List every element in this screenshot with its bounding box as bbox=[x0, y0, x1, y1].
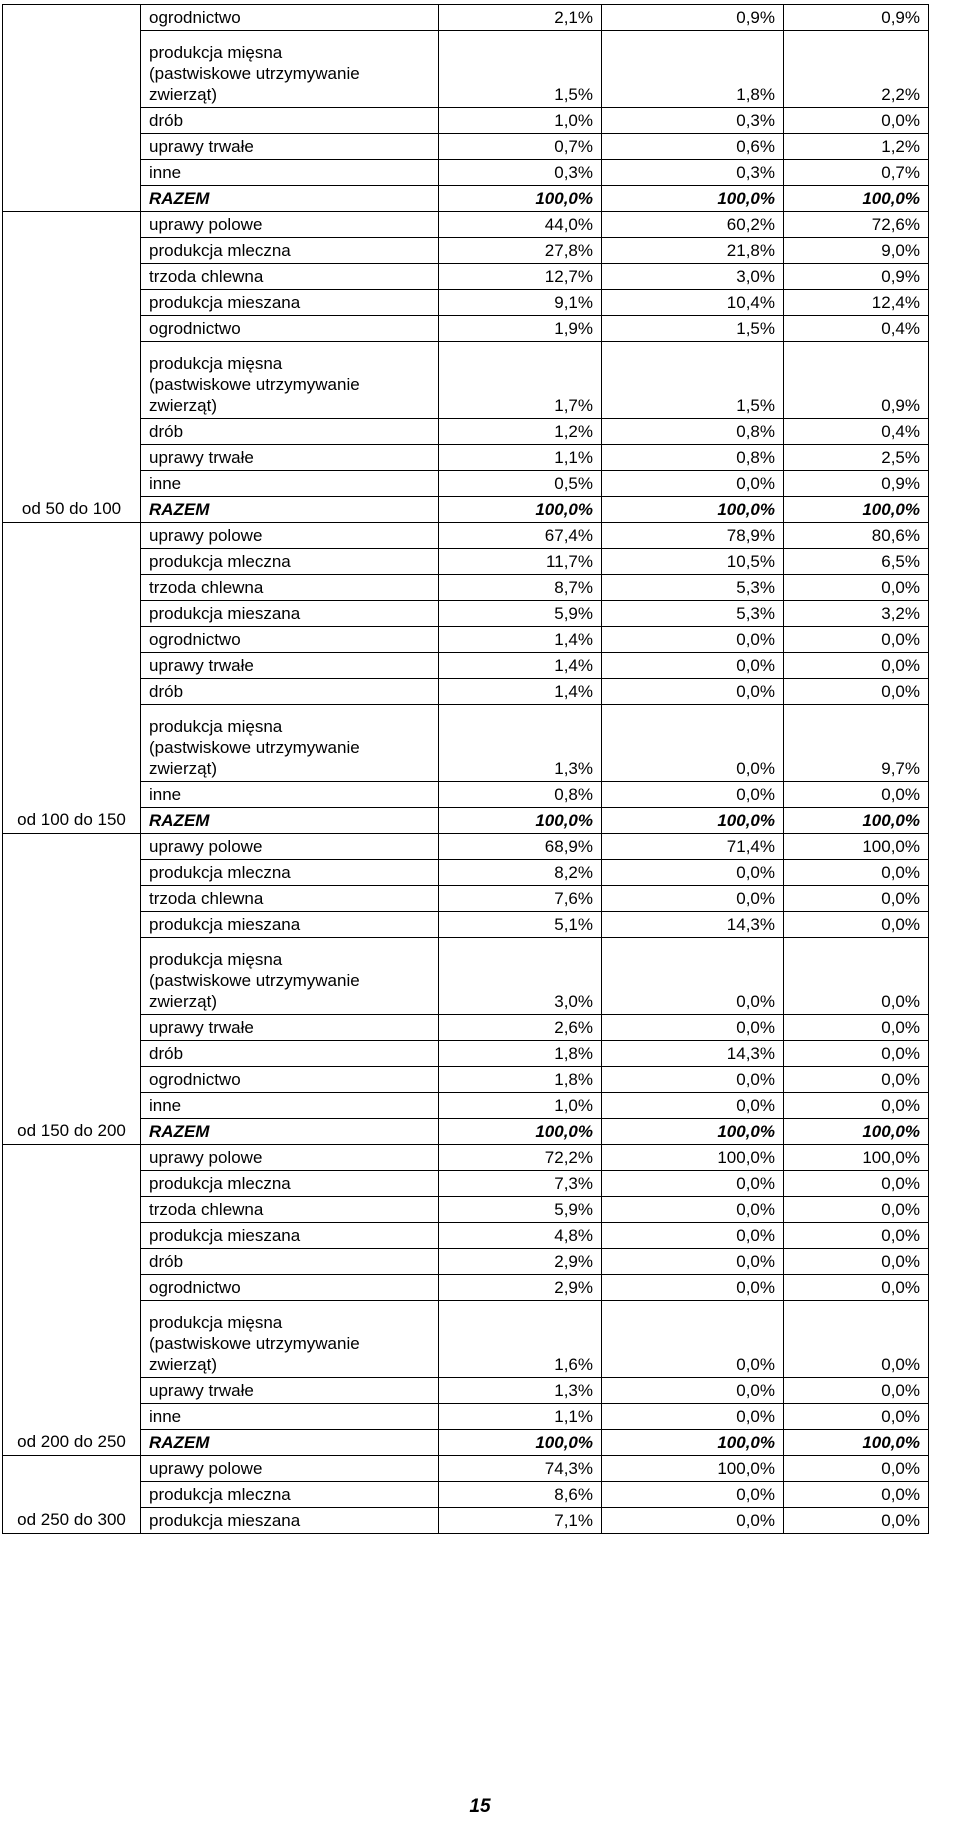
value-cell-1: 100,0% bbox=[439, 808, 602, 834]
value-cell-2: 0,0% bbox=[602, 471, 784, 497]
production-type-label: trzoda chlewna bbox=[141, 264, 439, 290]
table-row bbox=[3, 1145, 929, 1171]
table-row bbox=[3, 471, 929, 497]
table-row bbox=[3, 1067, 929, 1093]
value-cell-3: 0,0% bbox=[784, 653, 929, 679]
value-cell-3: 0,0% bbox=[784, 1482, 929, 1508]
value-cell-1: 0,3% bbox=[439, 160, 602, 186]
production-type-label: RAZEM bbox=[141, 1119, 439, 1145]
value-cell-3: 0,0% bbox=[784, 1197, 929, 1223]
value-cell-2: 100,0% bbox=[602, 1119, 784, 1145]
value-cell-3: 3,2% bbox=[784, 601, 929, 627]
value-cell-3: 100,0% bbox=[784, 1145, 929, 1171]
value-cell-2: 0,0% bbox=[602, 1275, 784, 1301]
table-row bbox=[3, 627, 929, 653]
value-cell-3: 0,0% bbox=[784, 627, 929, 653]
value-cell-2: 0,0% bbox=[602, 1093, 784, 1119]
value-cell-3: 0,0% bbox=[784, 1508, 929, 1534]
value-cell-3: 0,0% bbox=[784, 1249, 929, 1275]
table-row-total bbox=[3, 808, 929, 834]
value-cell-2: 5,3% bbox=[602, 575, 784, 601]
production-type-label: ogrodnictwo bbox=[141, 5, 439, 31]
size-group-cell: od 200 do 250 bbox=[3, 1145, 141, 1456]
value-cell-1: 1,1% bbox=[439, 445, 602, 471]
production-type-label: produkcja mleczna bbox=[141, 1171, 439, 1197]
production-type-label: produkcja mleczna bbox=[141, 1482, 439, 1508]
table-row bbox=[3, 912, 929, 938]
table-row bbox=[3, 31, 929, 108]
value-cell-3: 100,0% bbox=[784, 186, 929, 212]
value-cell-2: 100,0% bbox=[602, 1430, 784, 1456]
size-group-cell: od 50 do 100 bbox=[3, 212, 141, 523]
value-cell-3: 100,0% bbox=[784, 1430, 929, 1456]
value-cell-3: 0,0% bbox=[784, 1041, 929, 1067]
value-cell-1: 72,2% bbox=[439, 1145, 602, 1171]
table-row bbox=[3, 1301, 929, 1378]
value-cell-2: 1,5% bbox=[602, 316, 784, 342]
value-cell-2: 0,0% bbox=[602, 1482, 784, 1508]
value-cell-1: 1,4% bbox=[439, 679, 602, 705]
value-cell-1: 44,0% bbox=[439, 212, 602, 238]
value-cell-2: 0,3% bbox=[602, 160, 784, 186]
value-cell-1: 7,1% bbox=[439, 1508, 602, 1534]
production-type-label: RAZEM bbox=[141, 497, 439, 523]
value-cell-2: 0,0% bbox=[602, 653, 784, 679]
table-row bbox=[3, 523, 929, 549]
value-cell-3: 0,0% bbox=[784, 1456, 929, 1482]
value-cell-2: 0,0% bbox=[602, 1197, 784, 1223]
value-cell-3: 0,9% bbox=[784, 342, 929, 419]
value-cell-3: 0,0% bbox=[784, 1223, 929, 1249]
value-cell-2: 10,4% bbox=[602, 290, 784, 316]
production-type-label: produkcja mieszana bbox=[141, 1223, 439, 1249]
production-type-label: produkcja mieszana bbox=[141, 290, 439, 316]
table-row bbox=[3, 342, 929, 419]
value-cell-3: 0,4% bbox=[784, 419, 929, 445]
value-cell-1: 100,0% bbox=[439, 1430, 602, 1456]
value-cell-1: 5,1% bbox=[439, 912, 602, 938]
production-type-label: drób bbox=[141, 419, 439, 445]
value-cell-1: 2,6% bbox=[439, 1015, 602, 1041]
production-type-label: RAZEM bbox=[141, 1430, 439, 1456]
table-row bbox=[3, 316, 929, 342]
value-cell-1: 1,7% bbox=[439, 342, 602, 419]
value-cell-1: 7,6% bbox=[439, 886, 602, 912]
value-cell-2: 0,0% bbox=[602, 1301, 784, 1378]
production-type-label: uprawy polowe bbox=[141, 1145, 439, 1171]
value-cell-1: 5,9% bbox=[439, 1197, 602, 1223]
value-cell-1: 1,1% bbox=[439, 1404, 602, 1430]
value-cell-3: 12,4% bbox=[784, 290, 929, 316]
table-row bbox=[3, 1275, 929, 1301]
value-cell-1: 4,8% bbox=[439, 1223, 602, 1249]
value-cell-2: 0,0% bbox=[602, 1378, 784, 1404]
value-cell-1: 67,4% bbox=[439, 523, 602, 549]
table-row bbox=[3, 5, 929, 31]
value-cell-1: 11,7% bbox=[439, 549, 602, 575]
value-cell-1: 8,2% bbox=[439, 860, 602, 886]
table-row bbox=[3, 1223, 929, 1249]
value-cell-3: 80,6% bbox=[784, 523, 929, 549]
value-cell-1: 8,6% bbox=[439, 1482, 602, 1508]
value-cell-3: 0,0% bbox=[784, 886, 929, 912]
value-cell-2: 0,0% bbox=[602, 886, 784, 912]
production-type-label: ogrodnictwo bbox=[141, 316, 439, 342]
value-cell-3: 100,0% bbox=[784, 1119, 929, 1145]
value-cell-1: 100,0% bbox=[439, 186, 602, 212]
value-cell-2: 0,0% bbox=[602, 679, 784, 705]
size-group-cell bbox=[3, 5, 141, 212]
table-row bbox=[3, 1404, 929, 1430]
production-type-label: produkcja mięsna (pastwiskowe utrzymywanie zwierząt) bbox=[141, 705, 439, 782]
table-row bbox=[3, 886, 929, 912]
value-cell-1: 1,8% bbox=[439, 1041, 602, 1067]
value-cell-1: 1,6% bbox=[439, 1301, 602, 1378]
value-cell-2: 100,0% bbox=[602, 1145, 784, 1171]
table-row-total bbox=[3, 1430, 929, 1456]
value-cell-2: 0,0% bbox=[602, 1067, 784, 1093]
value-cell-3: 0,0% bbox=[784, 912, 929, 938]
value-cell-2: 100,0% bbox=[602, 808, 784, 834]
table-row bbox=[3, 212, 929, 238]
production-type-label: uprawy polowe bbox=[141, 212, 439, 238]
table-row bbox=[3, 679, 929, 705]
table-row bbox=[3, 1508, 929, 1534]
value-cell-2: 0,0% bbox=[602, 1404, 784, 1430]
value-cell-2: 5,3% bbox=[602, 601, 784, 627]
value-cell-1: 74,3% bbox=[439, 1456, 602, 1482]
value-cell-2: 0,0% bbox=[602, 1223, 784, 1249]
value-cell-2: 21,8% bbox=[602, 238, 784, 264]
value-cell-3: 9,0% bbox=[784, 238, 929, 264]
value-cell-2: 71,4% bbox=[602, 834, 784, 860]
value-cell-3: 0,0% bbox=[784, 1067, 929, 1093]
table-row bbox=[3, 1015, 929, 1041]
value-cell-1: 7,3% bbox=[439, 1171, 602, 1197]
production-type-label: inne bbox=[141, 782, 439, 808]
production-type-label: drób bbox=[141, 1041, 439, 1067]
table-row bbox=[3, 108, 929, 134]
table-row bbox=[3, 860, 929, 886]
value-cell-3: 72,6% bbox=[784, 212, 929, 238]
value-cell-2: 14,3% bbox=[602, 912, 784, 938]
value-cell-2: 100,0% bbox=[602, 1456, 784, 1482]
value-cell-1: 2,9% bbox=[439, 1275, 602, 1301]
value-cell-1: 1,4% bbox=[439, 627, 602, 653]
value-cell-2: 0,0% bbox=[602, 860, 784, 886]
production-type-label: produkcja mieszana bbox=[141, 601, 439, 627]
production-type-label: uprawy polowe bbox=[141, 1456, 439, 1482]
value-cell-2: 100,0% bbox=[602, 186, 784, 212]
value-cell-2: 0,0% bbox=[602, 782, 784, 808]
production-type-label: uprawy trwałe bbox=[141, 1015, 439, 1041]
production-type-label: ogrodnictwo bbox=[141, 1067, 439, 1093]
value-cell-1: 1,3% bbox=[439, 705, 602, 782]
size-group-cell: od 150 do 200 bbox=[3, 834, 141, 1145]
size-group-cell: od 100 do 150 bbox=[3, 523, 141, 834]
table-body bbox=[3, 5, 929, 1534]
value-cell-3: 1,2% bbox=[784, 134, 929, 160]
production-type-label: drób bbox=[141, 108, 439, 134]
production-type-label: uprawy trwałe bbox=[141, 653, 439, 679]
value-cell-3: 0,0% bbox=[784, 679, 929, 705]
value-cell-1: 0,5% bbox=[439, 471, 602, 497]
value-cell-3: 0,0% bbox=[784, 1275, 929, 1301]
value-cell-2: 0,0% bbox=[602, 938, 784, 1015]
value-cell-1: 68,9% bbox=[439, 834, 602, 860]
table-row bbox=[3, 160, 929, 186]
production-type-label: RAZEM bbox=[141, 808, 439, 834]
value-cell-3: 0,0% bbox=[784, 1015, 929, 1041]
table-row bbox=[3, 1249, 929, 1275]
production-type-label: trzoda chlewna bbox=[141, 886, 439, 912]
value-cell-2: 0,0% bbox=[602, 1015, 784, 1041]
value-cell-3: 0,9% bbox=[784, 471, 929, 497]
value-cell-3: 100,0% bbox=[784, 497, 929, 523]
value-cell-2: 78,9% bbox=[602, 523, 784, 549]
production-type-label: produkcja mleczna bbox=[141, 860, 439, 886]
production-type-label: produkcja mięsna (pastwiskowe utrzymywanie zwierząt) bbox=[141, 938, 439, 1015]
table-row bbox=[3, 1197, 929, 1223]
value-cell-3: 0,0% bbox=[784, 938, 929, 1015]
production-type-label: RAZEM bbox=[141, 186, 439, 212]
value-cell-2: 0,3% bbox=[602, 108, 784, 134]
value-cell-2: 0,6% bbox=[602, 134, 784, 160]
value-cell-2: 1,8% bbox=[602, 31, 784, 108]
production-type-label: inne bbox=[141, 1093, 439, 1119]
value-cell-3: 0,0% bbox=[784, 782, 929, 808]
value-cell-1: 2,1% bbox=[439, 5, 602, 31]
table-row bbox=[3, 705, 929, 782]
production-type-label: trzoda chlewna bbox=[141, 575, 439, 601]
table-row bbox=[3, 601, 929, 627]
production-type-label: inne bbox=[141, 160, 439, 186]
value-cell-2: 1,5% bbox=[602, 342, 784, 419]
value-cell-1: 1,9% bbox=[439, 316, 602, 342]
value-cell-3: 100,0% bbox=[784, 834, 929, 860]
table-row bbox=[3, 1041, 929, 1067]
table-row-total bbox=[3, 1119, 929, 1145]
table-row bbox=[3, 238, 929, 264]
value-cell-1: 5,9% bbox=[439, 601, 602, 627]
production-type-label: produkcja mieszana bbox=[141, 912, 439, 938]
table-row bbox=[3, 782, 929, 808]
value-cell-1: 8,7% bbox=[439, 575, 602, 601]
value-cell-1: 1,0% bbox=[439, 108, 602, 134]
table-row bbox=[3, 1482, 929, 1508]
value-cell-3: 0,4% bbox=[784, 316, 929, 342]
production-type-label: uprawy trwałe bbox=[141, 134, 439, 160]
value-cell-1: 100,0% bbox=[439, 497, 602, 523]
value-cell-1: 3,0% bbox=[439, 938, 602, 1015]
value-cell-1: 27,8% bbox=[439, 238, 602, 264]
value-cell-1: 1,0% bbox=[439, 1093, 602, 1119]
value-cell-1: 1,5% bbox=[439, 31, 602, 108]
table-row bbox=[3, 1456, 929, 1482]
value-cell-2: 0,8% bbox=[602, 445, 784, 471]
production-type-label: inne bbox=[141, 1404, 439, 1430]
value-cell-3: 2,2% bbox=[784, 31, 929, 108]
size-group-cell: od 250 do 300 bbox=[3, 1456, 141, 1534]
value-cell-2: 0,0% bbox=[602, 705, 784, 782]
production-type-label: produkcja mięsna (pastwiskowe utrzymywanie zwierząt) bbox=[141, 31, 439, 108]
production-type-label: uprawy trwałe bbox=[141, 445, 439, 471]
production-type-label: uprawy polowe bbox=[141, 834, 439, 860]
value-cell-2: 10,5% bbox=[602, 549, 784, 575]
page-number: 15 bbox=[469, 1796, 491, 1817]
value-cell-2: 0,0% bbox=[602, 1249, 784, 1275]
table-row bbox=[3, 290, 929, 316]
value-cell-1: 1,8% bbox=[439, 1067, 602, 1093]
value-cell-3: 9,7% bbox=[784, 705, 929, 782]
value-cell-3: 0,0% bbox=[784, 1171, 929, 1197]
table-row-total bbox=[3, 497, 929, 523]
value-cell-2: 0,0% bbox=[602, 627, 784, 653]
value-cell-3: 0,7% bbox=[784, 160, 929, 186]
value-cell-3: 0,0% bbox=[784, 1093, 929, 1119]
table-row bbox=[3, 575, 929, 601]
value-cell-3: 0,0% bbox=[784, 860, 929, 886]
production-type-label: produkcja mleczna bbox=[141, 549, 439, 575]
percentage-table bbox=[2, 4, 929, 1534]
value-cell-3: 0,9% bbox=[784, 264, 929, 290]
table-row bbox=[3, 264, 929, 290]
production-type-label: inne bbox=[141, 471, 439, 497]
production-type-label: produkcja mleczna bbox=[141, 238, 439, 264]
value-cell-3: 6,5% bbox=[784, 549, 929, 575]
value-cell-1: 1,3% bbox=[439, 1378, 602, 1404]
table-row bbox=[3, 653, 929, 679]
production-type-label: produkcja mięsna (pastwiskowe utrzymywanie zwierząt) bbox=[141, 342, 439, 419]
value-cell-2: 3,0% bbox=[602, 264, 784, 290]
value-cell-1: 100,0% bbox=[439, 1119, 602, 1145]
value-cell-1: 0,7% bbox=[439, 134, 602, 160]
value-cell-3: 2,5% bbox=[784, 445, 929, 471]
table-row bbox=[3, 1093, 929, 1119]
value-cell-2: 0,9% bbox=[602, 5, 784, 31]
value-cell-2: 0,8% bbox=[602, 419, 784, 445]
value-cell-3: 0,0% bbox=[784, 1378, 929, 1404]
value-cell-1: 9,1% bbox=[439, 290, 602, 316]
value-cell-1: 2,9% bbox=[439, 1249, 602, 1275]
value-cell-3: 0,0% bbox=[784, 1301, 929, 1378]
value-cell-2: 0,0% bbox=[602, 1171, 784, 1197]
value-cell-1: 0,8% bbox=[439, 782, 602, 808]
table-row bbox=[3, 134, 929, 160]
value-cell-2: 14,3% bbox=[602, 1041, 784, 1067]
value-cell-3: 0,9% bbox=[784, 5, 929, 31]
table-row bbox=[3, 549, 929, 575]
production-type-label: produkcja mięsna (pastwiskowe utrzymywanie zwierząt) bbox=[141, 1301, 439, 1378]
production-type-label: drób bbox=[141, 679, 439, 705]
value-cell-1: 12,7% bbox=[439, 264, 602, 290]
value-cell-3: 100,0% bbox=[784, 808, 929, 834]
value-cell-3: 0,0% bbox=[784, 1404, 929, 1430]
value-cell-1: 1,4% bbox=[439, 653, 602, 679]
value-cell-2: 60,2% bbox=[602, 212, 784, 238]
table-row bbox=[3, 1378, 929, 1404]
value-cell-1: 1,2% bbox=[439, 419, 602, 445]
production-type-label: ogrodnictwo bbox=[141, 1275, 439, 1301]
production-type-label: drób bbox=[141, 1249, 439, 1275]
value-cell-3: 0,0% bbox=[784, 108, 929, 134]
value-cell-3: 0,0% bbox=[784, 575, 929, 601]
table-row bbox=[3, 834, 929, 860]
production-type-label: produkcja mieszana bbox=[141, 1508, 439, 1534]
table-row bbox=[3, 1171, 929, 1197]
table-row bbox=[3, 445, 929, 471]
value-cell-2: 100,0% bbox=[602, 497, 784, 523]
production-type-label: trzoda chlewna bbox=[141, 1197, 439, 1223]
production-type-label: ogrodnictwo bbox=[141, 627, 439, 653]
table-row bbox=[3, 938, 929, 1015]
table-row bbox=[3, 419, 929, 445]
production-type-label: uprawy polowe bbox=[141, 523, 439, 549]
table-row-total bbox=[3, 186, 929, 212]
value-cell-2: 0,0% bbox=[602, 1508, 784, 1534]
production-type-label: uprawy trwałe bbox=[141, 1378, 439, 1404]
